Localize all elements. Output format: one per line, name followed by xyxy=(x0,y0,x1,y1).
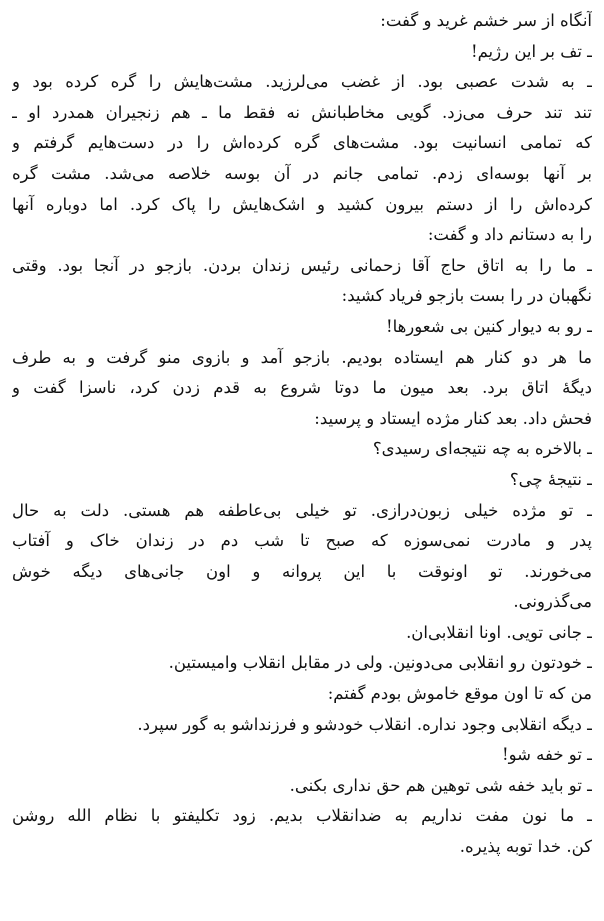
text-line-5: که تمامی انسانیت بود. مشت‌های گره کرده‌اش را در دست‌هایم گرفتم و xyxy=(12,133,592,153)
text-line-16: ـ نتیجهٔ چی؟ xyxy=(509,469,592,489)
text-line-18: پدر و مادرت نمی‌سوزه که صبح تا شب دم در زندان خاک و آفتاب xyxy=(12,531,592,551)
text-line-10: نگهبان در را بست بازجو فریاد کشید: xyxy=(341,286,592,306)
book-page xyxy=(12,6,592,921)
text-line-21: ـ جانی تویی. اونا انقلابی‌ان. xyxy=(406,622,592,642)
text-line-1: آنگاه از سر خشم غرید و گفت: xyxy=(380,11,592,30)
text-line-25: ـ تو خفه شو! xyxy=(501,745,592,765)
text-line-19: می‌خورند. تو اونوقت با این پروانه و اون جانی‌های دیگه خوش xyxy=(12,561,592,581)
text-line-22: ـ خودتون رو انقلابی می‌دونین. ولی در مقابل انقلاب وامیستین. xyxy=(168,653,592,673)
text-line-9: ـ ما را به اتاق حاج آقا زحمانی رئیس زندان بردن. بازجو در آنجا بود. وقتی xyxy=(12,255,592,275)
text-line-27: ـ ما نون مفت نداریم به ضدانقلاب بدیم. زود تکلیفتو با نظام الله روشن xyxy=(12,806,592,826)
text-line-8: را به دستانم داد و گفت: xyxy=(427,225,592,245)
text-line-7: کرده‌اش را از دستم بیرون کشید و اشک‌هایش را پاک کرد. اما دوباره آنها xyxy=(12,194,592,214)
text-line-3: ـ به شدت عصبی بود. از غضب می‌لرزید. مشت‌هایش را گره کرده بود و xyxy=(12,72,592,92)
text-line-24: ـ دیگه انقلابی وجود نداره. انقلاب خودشو و فرزنداشو به گور سپرد. xyxy=(137,714,592,734)
text-line-15: ـ بالاخره به چه نتیجه‌ای رسیدی؟ xyxy=(372,439,592,459)
text-line-20: می‌گذرونی. xyxy=(513,592,592,612)
text-line-11: ـ رو به دیوار کنین بی شعورها! xyxy=(385,316,592,336)
text-line-12: ما هر دو کنار هم ایستاده بودیم. بازجو آمد و بازوی منو گرفت و به طرف xyxy=(12,347,592,367)
text-line-6: بر آنها بوسه‌ای زدم. تمامی جانم در آن بوسه خلاصه می‌شد. مشت گره xyxy=(12,163,592,183)
text-line-2: ـ تف بر این رژیم! xyxy=(470,41,592,61)
text-line-4: تند تند حرف می‌زد. گویی مخاطبانش نه فقط ما ـ هم زنجیران همدرد او ـ xyxy=(12,102,592,122)
text-line-17: ـ تو مژده خیلی زبون‌درازی. تو خیلی بی‌عاطفه هم هستی. دلت به حال xyxy=(12,500,592,520)
text-line-13: دیگهٔ اتاق برد. بعد میون ما دوتا شروع به قدم زدن کرد، ناسزا گفت و xyxy=(12,378,592,398)
text-line-23: من که تا اون موقع خاموش بودم گفتم: xyxy=(327,684,592,704)
text-line-26: ـ تو باید خفه شی توهین هم حق نداری بکنی. xyxy=(289,775,592,795)
text-line-14: فحش داد. بعد کنار مژده ایستاد و پرسید: xyxy=(314,408,592,428)
text-line-28: کن. خدا توبه پذیره. xyxy=(459,837,592,857)
